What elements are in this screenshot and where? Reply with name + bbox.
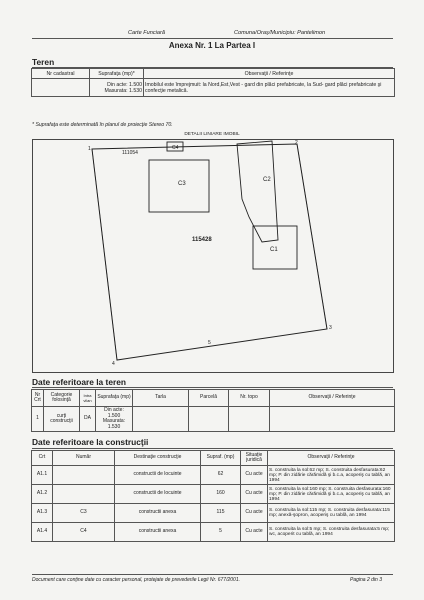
cell-suprafata: 5 <box>201 523 241 542</box>
col-suprafata: Supraf. (mp) <box>201 451 241 466</box>
cell-suprafata <box>96 407 133 432</box>
col-categorie: Categorie folosinţă <box>44 390 80 407</box>
page-title: Anexa Nr. 1 La Partea I <box>168 41 256 50</box>
vertex-1: 1 <box>88 146 91 152</box>
header-left: Carte Funciară <box>128 30 165 36</box>
cell-observatii: Imobilul este împrejmuit: la Nord,Est,Vest - gard din plăci prefabricate, la Sud- gard plăci prefabricate şi confecţie metalică. <box>144 79 395 97</box>
cell-numar: C3 <box>53 504 115 523</box>
date-teren-table <box>31 389 395 432</box>
footer-rule <box>32 574 393 575</box>
constructii-table <box>31 450 395 542</box>
cell-destinatie: constructii anexa <box>115 504 201 523</box>
cell-observatii: S. construita la sol:115 mp; S. construita desfasurata:115 mp; anexă-şopron, acoperiş cu tablă, an 1994 <box>268 504 395 523</box>
label-c1: C1 <box>270 247 278 253</box>
table-row <box>32 523 395 542</box>
table-row <box>32 79 395 97</box>
section-rule <box>32 387 393 388</box>
col-nr-cadastral: Nr cadastral <box>32 69 90 79</box>
cell-nr: 1 <box>32 407 44 432</box>
table-row <box>32 407 395 432</box>
section-rule <box>32 448 393 449</box>
section-date-constructii: Date referitoare la construcţii <box>32 437 149 447</box>
cell-nr-topo <box>229 407 270 432</box>
plan-caption: DETALII LINIARE IMOBIL <box>184 132 240 137</box>
cell-observatii <box>270 407 395 432</box>
cell-categorie: curţi construcţii <box>44 407 80 432</box>
col-numar: Număr <box>53 451 115 466</box>
label-c4: C4 <box>172 145 179 151</box>
cell-tarla <box>133 407 189 432</box>
parcel-plan <box>32 139 394 373</box>
cell-numar <box>53 485 115 504</box>
cell-nr-cadastral <box>32 79 90 97</box>
section-teren: Teren <box>32 57 55 67</box>
cadastral-top: 111054 <box>122 150 138 156</box>
col-suprafata: Suprafaţa (mp) <box>96 390 133 407</box>
header-right: Comuna/Oraş/Municipiu: Pantelimon <box>234 30 326 36</box>
col-observatii: Observaţii / Referinţe <box>270 390 395 407</box>
suprafata-line: 1.500 <box>107 412 121 419</box>
teren-table <box>31 68 395 97</box>
cell-crt: A1.4 <box>32 523 53 542</box>
label-c2: C2 <box>263 177 271 183</box>
vertex-5: 5 <box>208 340 211 346</box>
cell-situatie: Cu acte <box>241 504 268 523</box>
building-c2 <box>237 141 278 242</box>
col-destinatie: Destinaţie construcţie <box>115 451 201 466</box>
cell-situatie: Cu acte <box>241 466 268 485</box>
cell-suprafata: 115 <box>201 504 241 523</box>
col-nr-topo: Nr. topo <box>229 390 270 407</box>
suprafata-masurata: Masurata: 1.530 <box>104 87 142 94</box>
cell-situatie: Cu acte <box>241 523 268 542</box>
cell-numar: C4 <box>53 523 115 542</box>
col-parcela: Parcelă <box>189 390 229 407</box>
cell-intravilan: DA <box>80 407 96 432</box>
cell-situatie: Cu acte <box>241 485 268 504</box>
vertex-4: 4 <box>112 361 115 367</box>
surface-note: * Suprafaţa este determinată în planul de proiecţie Stereo 70. <box>32 122 173 128</box>
parcel-number: 115428 <box>192 237 212 243</box>
table-row <box>32 485 395 504</box>
cell-suprafata: 160 <box>201 485 241 504</box>
table-row <box>32 466 395 485</box>
col-tarla: Tarla <box>133 390 189 407</box>
label-c3: C3 <box>178 181 186 187</box>
col-observatii: Observaţii / Referinţe <box>268 451 395 466</box>
suprafata-acte: Din acte: 1.500 <box>107 81 142 88</box>
dimension-line <box>92 149 117 360</box>
footer-left: Document care conţine date cu caracter personal, protejate de prevederile Legii Nr. 677/2001. <box>32 577 240 583</box>
suprafata-line: Masurata: <box>102 418 126 424</box>
cell-observatii: S. construita la sol:5 mp; S. construita desfasurata:5 mp; wc, acoperit cu tablă, an 1994 <box>268 523 395 542</box>
cell-destinatie: constructii de locuinte <box>115 485 201 504</box>
cell-suprafata: 62 <box>201 466 241 485</box>
vertex-3: 3 <box>329 325 332 331</box>
suprafata-line: 1.530 <box>107 423 121 430</box>
cell-crt: A1.2 <box>32 485 53 504</box>
suprafata-line: Din acte: <box>104 407 124 413</box>
cell-suprafata <box>90 79 144 97</box>
col-intravilan: Intra vilan <box>80 390 96 407</box>
cell-observatii: S. construita la sol:160 mp; S. construita desfasurata:160 mp; P. din zidărie cărămidă şi b.c.a, acoperiş cu tablă, an 1994 <box>268 485 395 504</box>
cell-destinatie: constructii de locuinte <box>115 466 201 485</box>
footer-right: Pagina 2 din 3 <box>350 577 382 583</box>
plan-frame <box>33 140 394 373</box>
parcel-boundary <box>92 144 327 360</box>
dimension-line <box>297 144 327 329</box>
cell-numar <box>53 466 115 485</box>
header-rule <box>32 38 393 39</box>
col-crt: Crt <box>32 451 53 466</box>
vertex-2: 2 <box>295 140 298 146</box>
cell-crt: A1.3 <box>32 504 53 523</box>
col-suprafata: Suprafaţa (mp)* <box>90 69 144 79</box>
section-date-teren: Date referitoare la teren <box>32 377 127 387</box>
cell-parcela <box>189 407 229 432</box>
col-nr: Nr Crt <box>32 390 44 407</box>
col-situatie: Situaţie juridică <box>241 451 268 466</box>
cell-observatii: S. construita la sol:62 mp; S. construita desfasurata:62 mp; P. din zidărie cărămidă şi b.c.a, acoperiş cu tablă, an 1994 <box>268 466 395 485</box>
col-observatii: Observaţii / Referinţe <box>144 69 395 79</box>
table-row <box>32 504 395 523</box>
cell-destinatie: constructii anexa <box>115 523 201 542</box>
cell-crt: A1.1 <box>32 466 53 485</box>
